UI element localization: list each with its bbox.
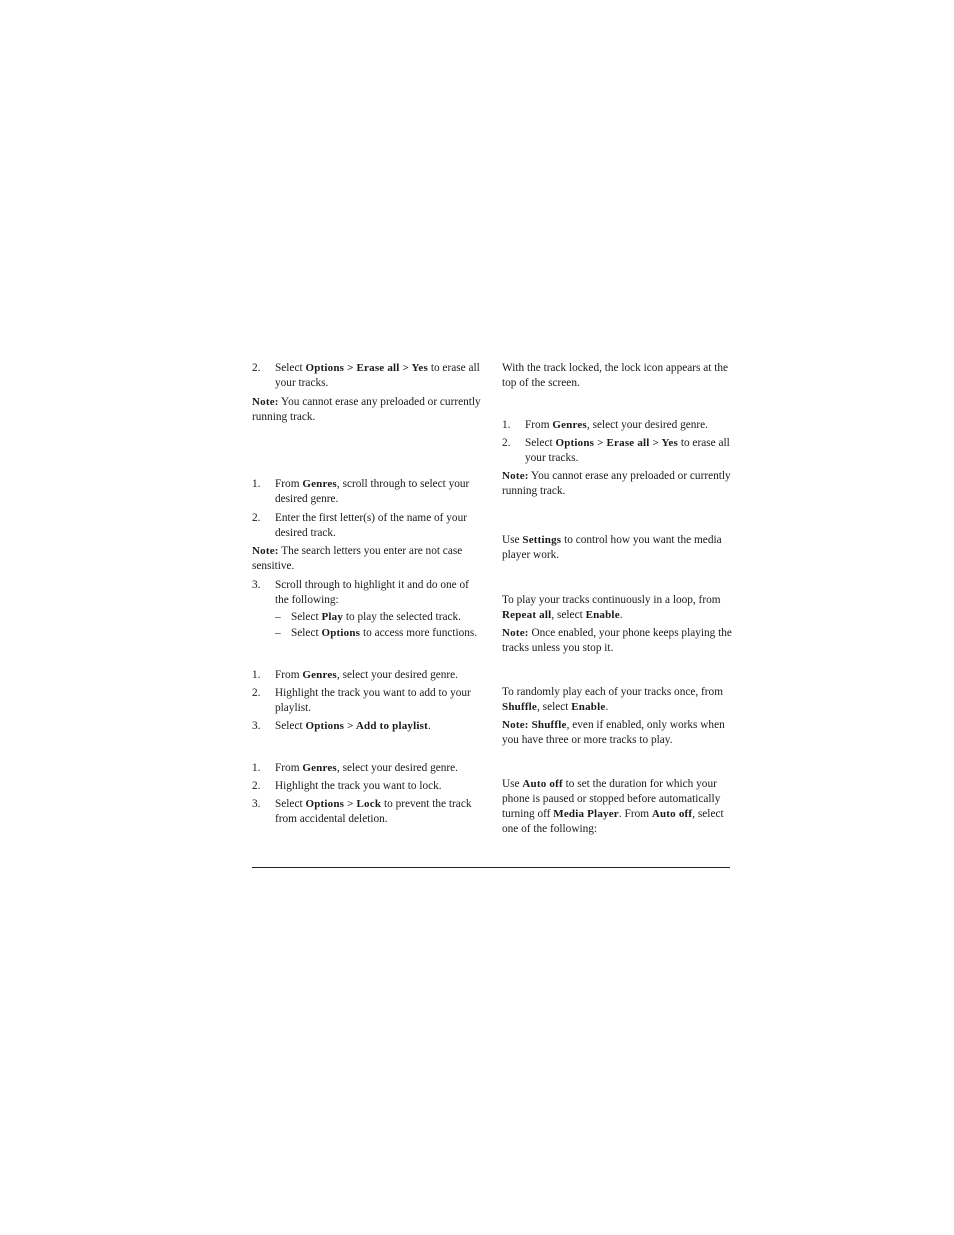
lock-step-2: 2. Highlight the track you want to lock. bbox=[252, 780, 442, 792]
lock-step-1: 1. From Genres, select your desired genre. bbox=[252, 762, 458, 774]
playlist-step-3: 3. Select Options > Add to playlist. bbox=[252, 720, 431, 732]
search-step-3: 3. Scroll through to highlight it and do one of the following: bbox=[252, 579, 469, 606]
eraseall-step-1: 1. From Genres, select your desired genre. bbox=[502, 419, 708, 431]
erase-step-2: 2. Select Options > Erase all > Yes to erase all your tracks. bbox=[252, 362, 480, 389]
settings-intro: Use Settings to control how you want the media player work. bbox=[502, 534, 722, 561]
footer-rule bbox=[252, 867, 730, 868]
search-note: Note: The search letters you enter are not case sensitive. bbox=[252, 545, 463, 572]
shuffle-text: To randomly play each of your tracks once, from Shuffle, select Enable. bbox=[502, 686, 723, 713]
eraseall-note: Note: You cannot erase any preloaded or currently running track. bbox=[502, 470, 731, 497]
autooff-text: Use Auto off to set the duration for which your phone is paused or stopped before automatically turning off Media Player. From Auto off, select one of the following: bbox=[502, 778, 724, 835]
repeat-note: Note: Once enabled, your phone keeps playing the tracks unless you stop it. bbox=[502, 627, 732, 654]
eraseall-step-2: 2. Select Options > Erase all > Yes to erase all your tracks. bbox=[502, 437, 730, 464]
search-step-2: 2. Enter the first letter(s) of the name of your desired track. bbox=[252, 512, 467, 539]
lock-step-3: 3. Select Options > Lock to prevent the track from accidental deletion. bbox=[252, 798, 472, 825]
playlist-step-1: 1. From Genres, select your desired genre. bbox=[252, 669, 458, 681]
playlist-step-2: 2. Highlight the track you want to add to your playlist. bbox=[252, 687, 471, 714]
erase-note: Note: You cannot erase any preloaded or currently running track. bbox=[252, 396, 481, 423]
left-column bbox=[252, 361, 484, 827]
repeat-text: To play your tracks continuously in a loop, from Repeat all, select Enable. bbox=[502, 594, 721, 621]
search-sub-play: – Select Play to play the selected track. bbox=[275, 611, 461, 623]
search-step-1: 1. From Genres, scroll through to select your desired genre. bbox=[252, 478, 470, 505]
shuffle-note: Note: Shuffle, even if enabled, only works when you have three or more tracks to play. bbox=[502, 719, 725, 746]
search-sub-options: – Select Options to access more functions. bbox=[275, 627, 478, 639]
lock-result-text: With the track locked, the lock icon appears at the top of the screen. bbox=[502, 362, 729, 389]
right-column bbox=[502, 361, 732, 837]
